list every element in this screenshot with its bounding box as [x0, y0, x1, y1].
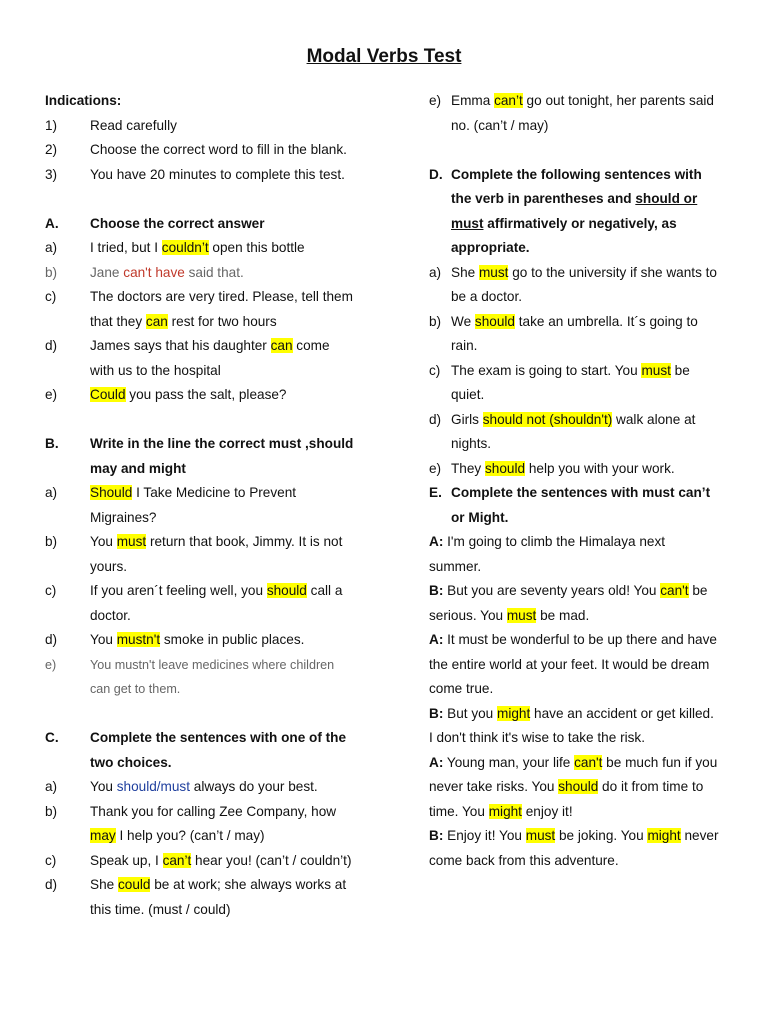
question-item: a) You should/must always do your best. — [45, 779, 318, 794]
question-item: b) You must return that book, Jimmy. It is not yours. — [45, 534, 343, 574]
answer-highlight: couldn’t — [161, 240, 209, 255]
question-item: e) Emma can’t go out tonight, her parents said no. (can’t / may) — [429, 93, 714, 133]
answer-highlight: mustn't — [116, 632, 161, 647]
dialogue-line: come true. — [429, 681, 494, 696]
answer-red: can't have — [123, 264, 185, 280]
right-column — [429, 89, 729, 873]
answer-highlight: must — [116, 534, 147, 549]
answer-highlight: Could — [90, 387, 126, 402]
answer-highlight: may — [90, 828, 116, 843]
question-item: d) She could be at work; she always works at this time. (must / could) — [45, 877, 347, 917]
section-b-heading: B. Write in the line the correct must ,should may and might — [45, 436, 354, 476]
question-item: e) You mustn't leave medicines where children can get to them. — [45, 657, 335, 696]
dialogue-line: A: Young man, your life can't be much fun if you — [429, 754, 718, 770]
answer-highlight: can't — [660, 583, 689, 598]
answer-highlight: should — [266, 583, 307, 598]
question-item: c) Speak up, I can’t hear you! (can’t / couldn’t) — [45, 852, 352, 868]
indication-item: 2) Choose the correct word to fill in the blank. — [45, 142, 347, 157]
answer-highlight: can’t — [162, 852, 192, 868]
answer-highlight: might — [497, 705, 531, 721]
answer-highlight: should — [558, 779, 599, 794]
page-title: Modal Verbs Test — [306, 46, 462, 67]
question-item: a) I tried, but I couldn’t open this bottle — [45, 240, 305, 255]
dialogue-line: serious. You must be mad. — [429, 607, 590, 623]
answer-highlight: might — [647, 828, 681, 843]
dialogue-line: B: But you are seventy years old! You can't be — [429, 583, 708, 598]
dialogue-line: B: But you might have an accident or get killed. — [429, 705, 714, 721]
answer-highlight: can — [270, 338, 293, 353]
question-item: d) You mustn't smoke in public places. — [45, 632, 305, 647]
answer-highlight: Should — [90, 485, 133, 500]
question-item: d) Girls should not (shouldn't) walk alone at nights. — [429, 411, 696, 451]
dialogue-line: the entire world at your feet. It would be dream — [429, 656, 710, 672]
dialogue-line: I don't think it's wise to take the risk. — [429, 730, 645, 745]
question-item: e) Could you pass the salt, please? — [45, 387, 287, 402]
answer-highlight: should — [485, 460, 526, 476]
question-item: e) They should help you with your work. — [429, 460, 675, 476]
question-item: b) We should take an umbrella. It´s going to rain. — [429, 313, 698, 353]
dialogue-line: A: It must be wonderful to be up there and have — [429, 632, 717, 647]
section-e-heading: E. Complete the sentences with must can’t or Might. — [429, 485, 711, 525]
answer-highlight: can't — [574, 754, 603, 770]
answer-blue: should/must — [116, 779, 191, 794]
dialogue-line: time. You might enjoy it! — [429, 803, 573, 819]
answer-highlight: should — [474, 313, 515, 329]
indication-item: 3) You have 20 minutes to complete this test. — [45, 166, 345, 182]
dialogue-line: never take risks. You should do it from time to — [429, 779, 704, 794]
question-item: a) She must go to the university if she wants to be a doctor. — [429, 264, 717, 304]
dialogue-line: summer. — [429, 558, 482, 574]
question-item: b) Thank you for calling Zee Company, how may I help you? (can’t / may) — [45, 803, 337, 843]
question-item: a) Should I Take Medicine to Prevent Migraines? — [45, 485, 297, 525]
left-column — [45, 89, 385, 922]
indication-item: 1) Read carefully — [45, 117, 177, 133]
answer-highlight: should not (shouldn't) — [482, 411, 613, 427]
dialogue-line: A: I'm going to climb the Himalaya next — [429, 534, 666, 549]
answer-highlight: must — [525, 828, 556, 843]
answer-highlight: can’t — [494, 93, 523, 108]
dialogue-line: B: Enjoy it! You must be joking. You might never — [429, 828, 719, 843]
section-a-heading: A. Choose the correct answer — [45, 215, 265, 231]
answer-highlight: must — [641, 362, 671, 378]
section-d-heading: D. Complete the following sentences with the verb in parentheses and should or must affirmatively or negatively, as appropriate. — [429, 166, 702, 255]
answer-highlight: might — [488, 803, 522, 819]
answer-highlight: can — [145, 313, 168, 329]
dialogue-line: come back from this adventure. — [429, 852, 619, 868]
indications-heading: Indications: — [45, 93, 122, 108]
section-c-heading: C. Complete the sentences with one of the two choices. — [45, 730, 347, 770]
question-item: c) The doctors are very tired. Please, tell them that they can rest for two hours — [45, 289, 353, 329]
question-item: b) Jane can't have said that. — [45, 264, 244, 280]
answer-highlight: could — [117, 877, 151, 892]
question-item: c) If you aren´t feeling well, you should call a doctor. — [45, 583, 343, 623]
question-item: d) James says that his daughter can come with us to the hospital — [45, 338, 330, 378]
answer-highlight: must — [478, 264, 509, 280]
answer-highlight: must — [506, 607, 537, 623]
question-item: c) The exam is going to start. You must be quiet. — [429, 362, 690, 402]
